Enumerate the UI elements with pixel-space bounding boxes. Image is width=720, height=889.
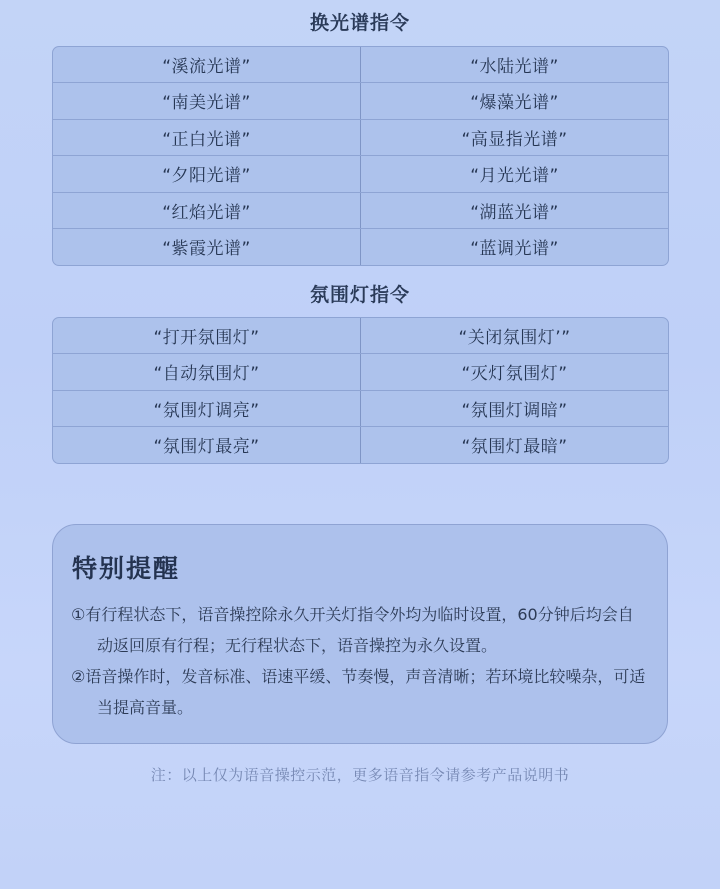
table-row <box>53 155 668 192</box>
ambient-command: “关闭氛围灯’” <box>360 318 668 353</box>
table-row <box>53 119 668 156</box>
ambient-command: “打开氛围灯” <box>153 328 260 348</box>
notice-title: 特别提醒 <box>72 554 181 583</box>
spectrum-command: “月光光谱” <box>360 156 668 192</box>
table-row <box>53 390 668 427</box>
ambient-command: “自动氛围灯” <box>153 364 260 385</box>
footnote: 注：以上仅为语音操控示范，更多语音指令请参考产品说明书 <box>150 766 570 784</box>
ambient-command: “氛围灯调亮” <box>153 400 260 421</box>
spectrum-command: “水陆光谱” <box>360 47 668 82</box>
spectrum-command: “湖蓝光谱” <box>360 193 668 229</box>
special-notice-box <box>52 524 668 744</box>
spectrum-command: “高显指光谱” <box>360 120 668 156</box>
ambient-command: “灭灯氛围灯” <box>360 354 668 390</box>
table-row <box>53 82 668 119</box>
notice-item: ①有行程状态下，语音操控除永久开关灯指令外均为临时设置，60分钟后均会自动返回原有行程；无行程状态下，语音操控为永久设置。 <box>71 605 634 655</box>
notice-item: ②语音操作时，发音标准、语速平缓、节奏慢，声音清晰；若环境比较噪杂，可适当提高音量。 <box>71 667 646 717</box>
spectrum-command: “溪流光谱” <box>162 57 251 77</box>
spectrum-command: “南美光谱” <box>162 93 251 114</box>
table-row <box>53 353 668 390</box>
ambient-command: “氛围灯调暗” <box>360 391 668 427</box>
spectrum-section-title: 换光谱指令 <box>309 12 410 34</box>
spectrum-command: “夕阳光谱” <box>162 166 251 187</box>
spectrum-command-table <box>52 46 669 266</box>
spectrum-command: “正白光谱” <box>162 129 251 150</box>
spectrum-command: “爆藻光谱” <box>360 83 668 119</box>
spectrum-command: “蓝调光谱” <box>360 229 668 265</box>
ambient-command: “氛围灯最暗” <box>360 427 668 463</box>
ambient-command-table <box>52 317 669 464</box>
table-row <box>53 426 668 463</box>
table-row <box>53 192 668 229</box>
spectrum-command: “红焰光谱” <box>162 202 251 223</box>
spectrum-command: “紫霞光谱” <box>162 239 251 260</box>
table-row <box>53 228 668 265</box>
table-row <box>53 318 668 353</box>
ambient-section-title: 氛围灯指令 <box>309 284 410 306</box>
table-row <box>53 47 668 82</box>
ambient-command: “氛围灯最亮” <box>153 437 260 458</box>
